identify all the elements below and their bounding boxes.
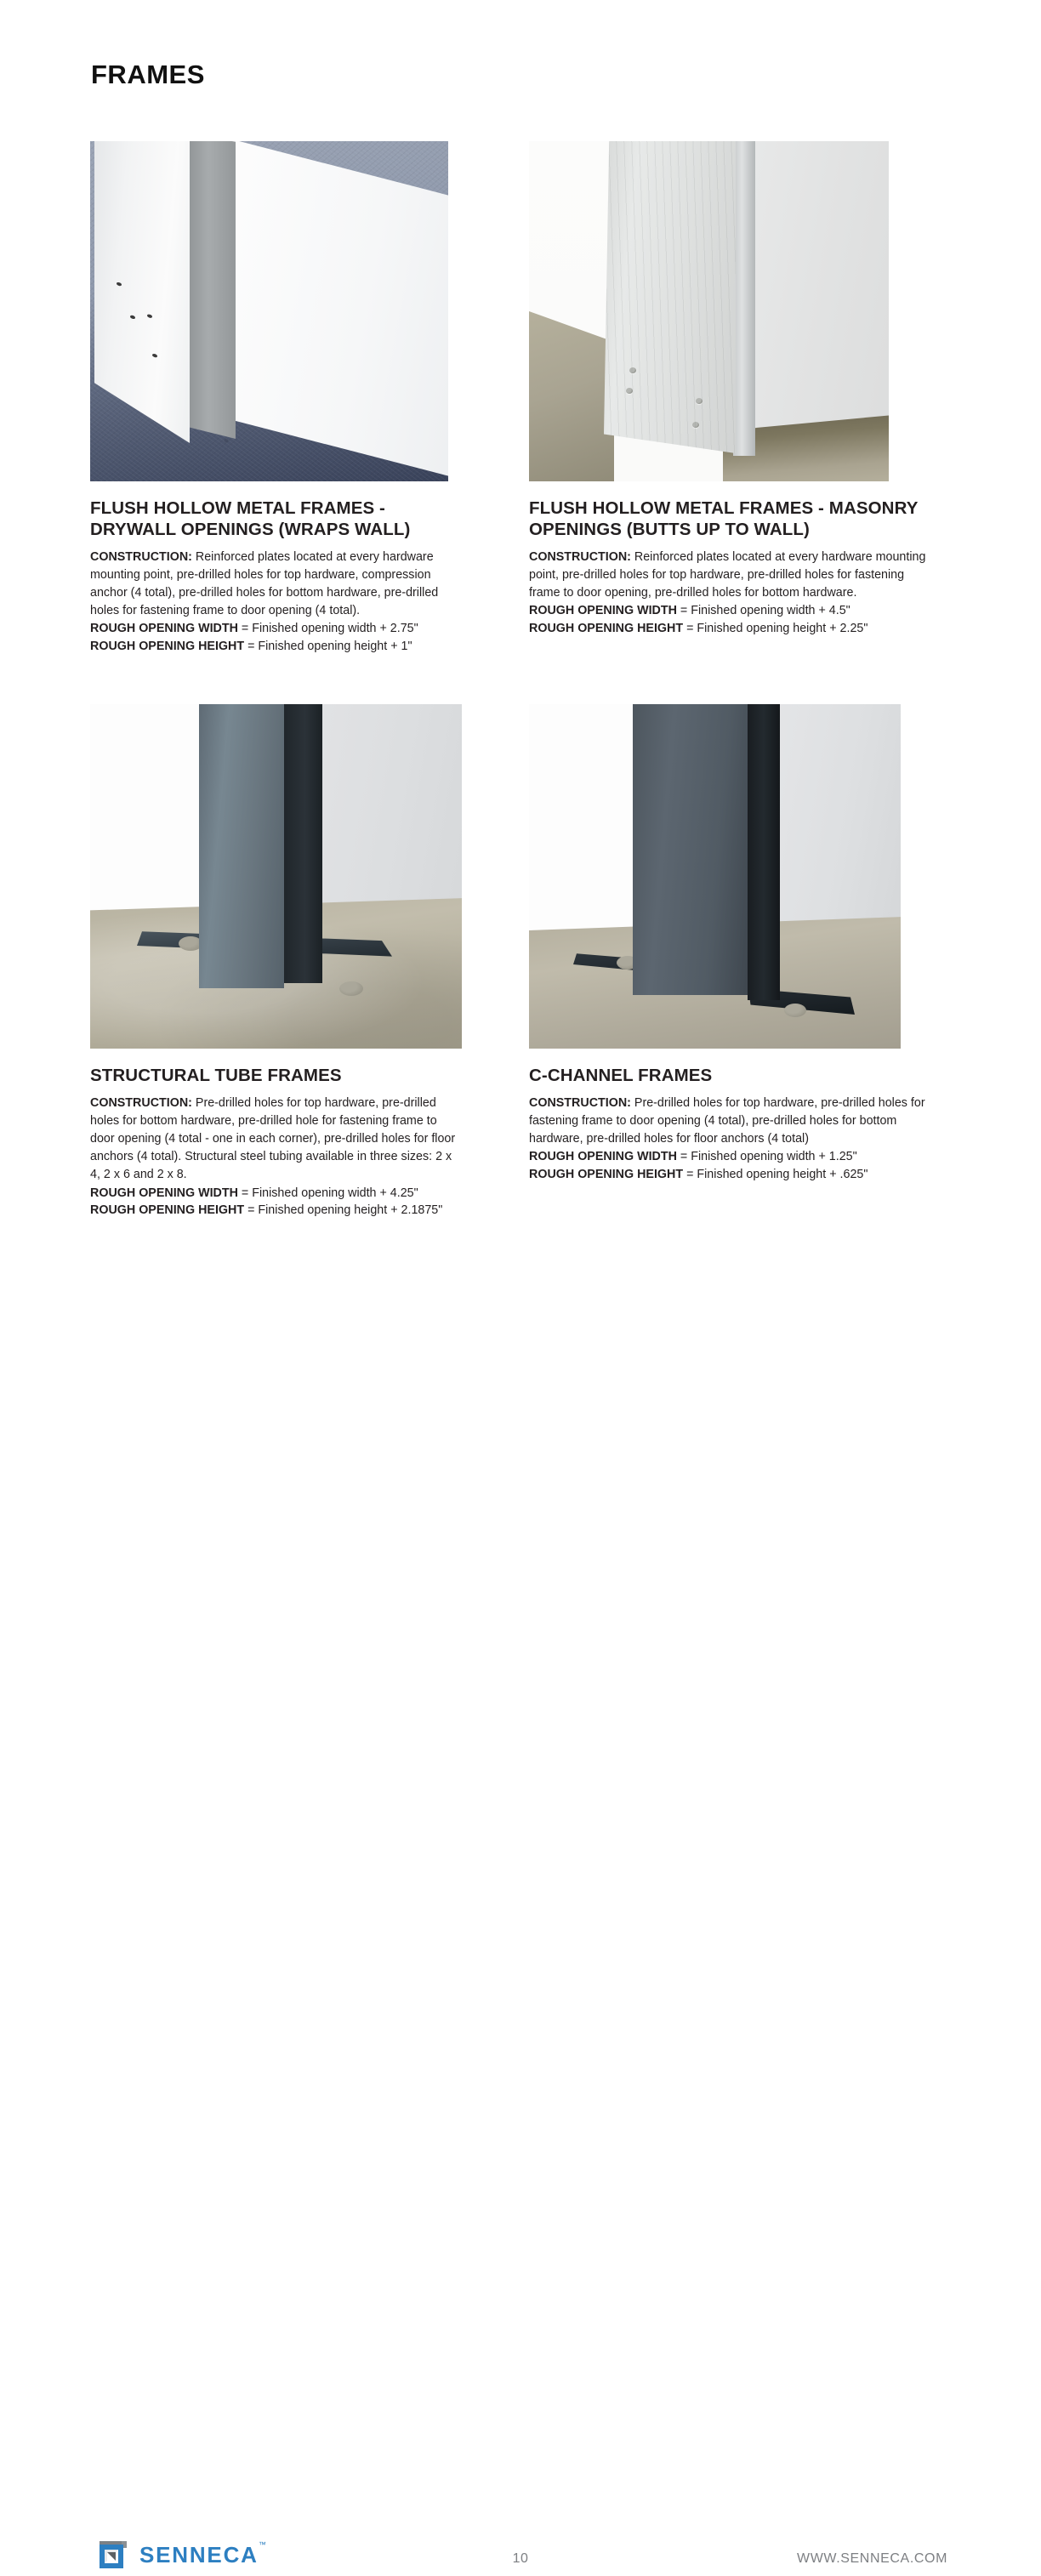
construction-text: Pre-drilled holes for top hardware, pre-drilled holes for fastening frame to door opening (4 total), pre-drilled holes for bottom hardware, pre-drilled holes for floor anchors (4 total): [529, 1095, 925, 1146]
rough-opening-height-label: ROUGH OPENING HEIGHT: [529, 1167, 684, 1181]
card-construction-paragraph: [529, 1095, 929, 1148]
rough-opening-height-value: = Finished opening height + 2.25": [683, 621, 868, 635]
predrilled-hole: [152, 353, 157, 357]
rough-opening-width-line: [529, 602, 929, 620]
product-photo-c-channel: [529, 704, 901, 1049]
rough-opening-height-line: [90, 638, 464, 656]
predrilled-hole: [130, 315, 135, 319]
senneca-logo-mark-icon: [96, 2538, 130, 2572]
rough-opening-height-value: = Finished opening height + 2.1875": [244, 1203, 443, 1218]
frame-edge-graphic: [733, 141, 755, 456]
construction-text: Reinforced plates located at every hardware mounting point, pre-drilled holes for top hardware, compression anchor (4 total), pre-drilled holes for bottom hardware, pre-drilled holes for fastening frame to door opening (4 total).: [90, 549, 439, 618]
predrilled-hole: [692, 422, 699, 428]
construction-text: Reinforced plates located at every hardware mounting point, pre-drilled holes for top hardware, pre-drilled holes for fastening frame to door opening, pre-drilled holes for bottom hardware.: [529, 549, 926, 600]
rough-opening-height-line: [529, 620, 929, 638]
predrilled-hole: [626, 388, 633, 394]
construction-text: Pre-drilled holes for top hardware, pre-drilled holes for bottom hardware, pre-drilled hole for fastening frame to door opening (4 total - one in each corner), pre-drilled holes for floor anchors (4 total). Structural steel tubing available in three sizes: 2 x 4, 2 x 6 and 2 x 8.: [90, 1095, 456, 1182]
card-title: FLUSH HOLLOW METAL FRAMES - DRYWALL OPENINGS (WRAPS WALL): [90, 498, 411, 539]
page-footer: [0, 1267, 1041, 2567]
rough-opening-height-line: [90, 1202, 464, 1220]
rough-opening-height-label: ROUGH OPENING HEIGHT: [90, 1203, 245, 1218]
card-construction-paragraph: [529, 549, 929, 602]
card-construction-paragraph: [90, 1095, 464, 1185]
rough-opening-width-line: [90, 1185, 464, 1203]
product-photo-structural-tube: [90, 704, 462, 1049]
right-wall-graphic: [299, 704, 462, 912]
product-card-flush-drywall: [90, 141, 464, 656]
predrilled-hole: [117, 281, 122, 286]
construction-label: CONSTRUCTION:: [90, 549, 192, 564]
rough-opening-width-label: ROUGH OPENING WIDTH: [90, 1186, 238, 1200]
rough-opening-width-label: ROUGH OPENING WIDTH: [90, 622, 238, 636]
predrilled-hole: [147, 314, 152, 318]
floor-anchor-hole: [339, 981, 363, 996]
construction-label: CONSTRUCTION:: [90, 1095, 192, 1110]
card-title: FLUSH HOLLOW METAL FRAMES - MASONRY OPENINGS (BUTTS UP TO WALL): [529, 498, 919, 539]
footer-website-url[interactable]: WWW.SENNECA.COM: [797, 2551, 947, 2566]
channel-face-graphic: [633, 704, 748, 995]
frame-return-graphic: [186, 141, 236, 439]
trademark-symbol: ™: [258, 2539, 268, 2549]
page-number: 10: [512, 2551, 529, 2566]
rough-opening-width-value: = Finished opening width + 4.25": [237, 1186, 418, 1200]
tube-side-graphic: [284, 704, 322, 983]
floor-anchor-hole: [784, 1004, 806, 1017]
senneca-logo-text: [139, 2539, 268, 2568]
rough-opening-height-label: ROUGH OPENING HEIGHT: [529, 621, 684, 635]
rough-opening-width-label: ROUGH OPENING WIDTH: [529, 1150, 677, 1164]
frame-face-graphic: [604, 141, 736, 453]
rough-opening-width-value: = Finished opening width + 4.5": [676, 604, 850, 618]
logo-wordmark: SENNECA: [139, 2541, 259, 2567]
card-construction-paragraph: [90, 549, 464, 621]
rough-opening-width-line: [90, 620, 464, 638]
product-photo-flush-drywall: [90, 141, 448, 481]
construction-label: CONSTRUCTION:: [529, 1095, 631, 1110]
product-card-flush-masonry: [529, 141, 929, 638]
right-wall-graphic: [774, 704, 901, 927]
predrilled-hole: [696, 398, 703, 404]
product-card-structural-tube: [90, 704, 464, 1220]
rough-opening-height-value: = Finished opening height + 1": [244, 639, 412, 653]
channel-side-graphic: [748, 704, 780, 1000]
product-photo-flush-masonry: [529, 141, 889, 481]
construction-label: CONSTRUCTION:: [529, 549, 631, 564]
senneca-logo[interactable]: [96, 2538, 268, 2572]
rough-opening-height-value: = Finished opening height + .625": [683, 1167, 868, 1181]
rough-opening-width-value: = Finished opening width + 1.25": [676, 1150, 857, 1164]
tube-face-graphic: [199, 704, 284, 988]
product-card-c-channel: [529, 704, 929, 1184]
rough-opening-width-line: [529, 1148, 929, 1166]
rough-opening-width-label: ROUGH OPENING WIDTH: [529, 604, 677, 618]
rough-opening-height-line: [529, 1166, 929, 1184]
rough-opening-height-label: ROUGH OPENING HEIGHT: [90, 639, 245, 653]
rough-opening-width-value: = Finished opening width + 2.75": [237, 622, 418, 636]
card-title: C-CHANNEL FRAMES: [529, 1066, 713, 1085]
predrilled-hole: [629, 367, 636, 373]
page-title: FRAMES: [91, 60, 205, 89]
card-title: STRUCTURAL TUBE FRAMES: [90, 1066, 342, 1085]
